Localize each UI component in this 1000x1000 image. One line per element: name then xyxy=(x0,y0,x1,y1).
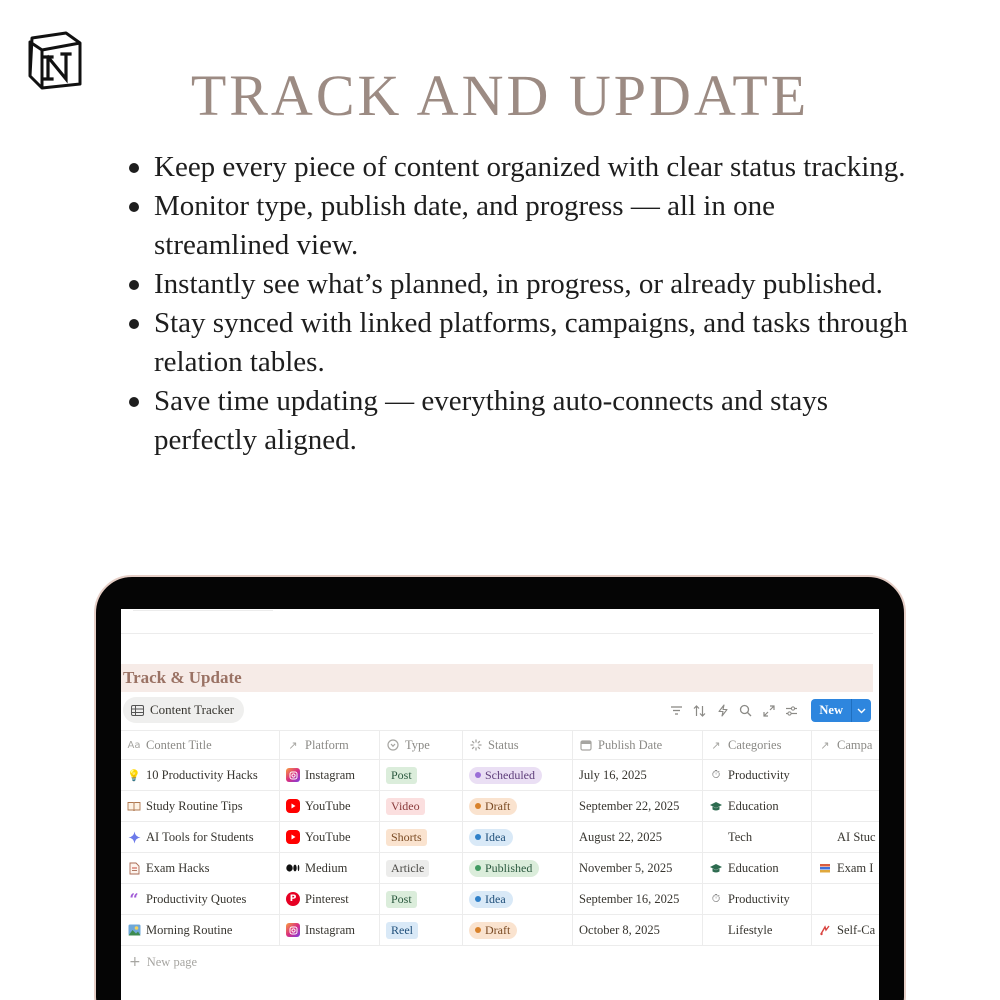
plus-icon: + xyxy=(129,954,141,970)
bullet-item: Stay synced with linked platforms, campaigns, and tasks through relation tables. xyxy=(124,304,914,382)
page-title: Track & Update xyxy=(121,664,873,692)
document-icon xyxy=(127,861,141,875)
feature-bullets xyxy=(124,148,914,460)
pinterest-icon: P xyxy=(286,892,300,906)
type-tag: Article xyxy=(386,860,429,877)
instagram-icon xyxy=(286,923,300,937)
book-icon xyxy=(127,799,141,813)
row-title[interactable]: Study Routine Tips xyxy=(146,798,243,813)
table-row[interactable] xyxy=(121,915,879,946)
search-icon[interactable] xyxy=(738,703,753,718)
status-pill: Draft xyxy=(469,922,517,939)
row-title[interactable]: 10 Productivity Hacks xyxy=(146,767,258,782)
column-header[interactable]: ↗ Categories xyxy=(703,731,812,759)
bullet-item: Instantly see what’s planned, in progress, or already published. xyxy=(124,265,914,304)
category-link[interactable]: Education xyxy=(728,860,779,875)
publish-date: October 8, 2025 xyxy=(579,922,660,937)
timer-icon: ⏱ xyxy=(711,768,721,781)
column-header[interactable]: ↗ Platform xyxy=(280,731,380,759)
campaign-link[interactable]: AI Stuc xyxy=(837,829,876,844)
status-pill: Idea xyxy=(469,829,513,846)
type-tag: Post xyxy=(386,767,417,784)
table-icon xyxy=(131,705,144,716)
row-title[interactable]: Productivity Quotes xyxy=(146,891,247,906)
youtube-icon xyxy=(286,830,300,844)
self-care-icon xyxy=(818,923,832,937)
publish-date: September 16, 2025 xyxy=(579,891,680,906)
relation-arrow-icon: ↗ xyxy=(711,739,721,752)
type-tag: Shorts xyxy=(386,829,427,846)
bullet-item: Monitor type, publish date, and progress — all in one streamlined view. xyxy=(124,187,914,265)
type-tag: Video xyxy=(386,798,425,815)
platform-link[interactable]: YouTube xyxy=(305,798,351,813)
table-row[interactable] xyxy=(121,760,879,791)
youtube-icon xyxy=(286,799,300,813)
table-header xyxy=(121,730,879,760)
quote-icon: “ xyxy=(129,889,139,909)
platform-link[interactable]: Instagram xyxy=(305,922,355,937)
graduation-cap-icon xyxy=(709,861,723,875)
row-title[interactable]: Exam Hacks xyxy=(146,860,210,875)
column-header[interactable]: Status xyxy=(463,731,573,759)
publish-date: July 16, 2025 xyxy=(579,767,647,782)
settings-sliders-icon[interactable] xyxy=(784,703,799,718)
column-header[interactable]: Type xyxy=(380,731,463,759)
type-tag: Reel xyxy=(386,922,418,939)
new-page-label: New page xyxy=(146,954,198,969)
graduation-cap-icon xyxy=(709,799,723,813)
new-page-button[interactable] xyxy=(121,946,879,978)
campaign-link[interactable]: Self-Ca xyxy=(837,922,876,937)
category-link[interactable]: Productivity xyxy=(728,767,790,782)
table-row[interactable] xyxy=(121,822,879,853)
publish-date: September 22, 2025 xyxy=(579,798,680,813)
relation-arrow-icon: ↗ xyxy=(820,739,830,752)
notion-screen xyxy=(121,609,879,1000)
publish-date: November 5, 2025 xyxy=(579,860,673,875)
type-tag: Post xyxy=(386,891,417,908)
platform-link[interactable]: Pinterest xyxy=(305,891,349,906)
row-title[interactable]: AI Tools for Students xyxy=(146,829,254,844)
category-link[interactable]: Productivity xyxy=(728,891,790,906)
sort-icon[interactable] xyxy=(692,703,707,718)
status-pill: Idea xyxy=(469,891,513,908)
instagram-icon xyxy=(286,768,300,782)
relation-arrow-icon: ↗ xyxy=(288,739,298,752)
table-row[interactable] xyxy=(121,853,879,884)
content-table xyxy=(121,730,879,978)
tab-content-tracker[interactable] xyxy=(123,697,244,723)
headline: TRACK AND UPDATE xyxy=(190,63,810,128)
text-property-icon: Aa xyxy=(127,739,141,751)
chevron-down-icon[interactable] xyxy=(851,699,871,722)
column-header[interactable]: ↗ Campa xyxy=(812,731,879,759)
automation-bolt-icon[interactable] xyxy=(715,703,730,718)
tab-label: Content Tracker xyxy=(150,702,235,717)
platform-link[interactable]: YouTube xyxy=(305,829,351,844)
row-title[interactable]: Morning Routine xyxy=(146,922,233,937)
bullet-item: Save time updating — everything auto-connects and stays perfectly aligned. xyxy=(124,382,914,460)
view-toolbar xyxy=(669,699,871,722)
status-property-icon xyxy=(469,738,483,752)
platform-link[interactable]: Instagram xyxy=(305,767,355,782)
bullet-item: Keep every piece of content organized with clear status tracking. xyxy=(124,148,914,187)
calendar-icon xyxy=(579,738,593,752)
category-link[interactable]: Lifestyle xyxy=(728,922,773,937)
sparkle-icon xyxy=(127,830,141,844)
books-icon xyxy=(818,861,832,875)
status-pill: Published xyxy=(469,860,539,877)
status-pill: Draft xyxy=(469,798,517,815)
category-link[interactable]: Education xyxy=(728,798,779,813)
column-header[interactable]: Aa Content Title xyxy=(121,731,280,759)
column-header[interactable]: Publish Date xyxy=(573,731,703,759)
medium-icon xyxy=(286,861,300,875)
campaign-link[interactable]: Exam I xyxy=(837,860,874,875)
table-row[interactable] xyxy=(121,791,879,822)
new-button[interactable] xyxy=(811,699,871,722)
table-row[interactable] xyxy=(121,884,879,915)
sunrise-icon xyxy=(127,923,141,937)
timer-icon: ⏱ xyxy=(711,892,721,905)
new-button-label: New xyxy=(819,703,843,717)
platform-link[interactable]: Medium xyxy=(305,860,348,875)
select-property-icon xyxy=(386,738,400,752)
category-link[interactable]: Tech xyxy=(728,829,753,844)
status-pill: Scheduled xyxy=(469,767,542,784)
publish-date: August 22, 2025 xyxy=(579,829,662,844)
expand-icon[interactable] xyxy=(761,703,776,718)
filter-icon[interactable] xyxy=(669,703,684,718)
bulb-icon: 💡 xyxy=(127,769,141,782)
